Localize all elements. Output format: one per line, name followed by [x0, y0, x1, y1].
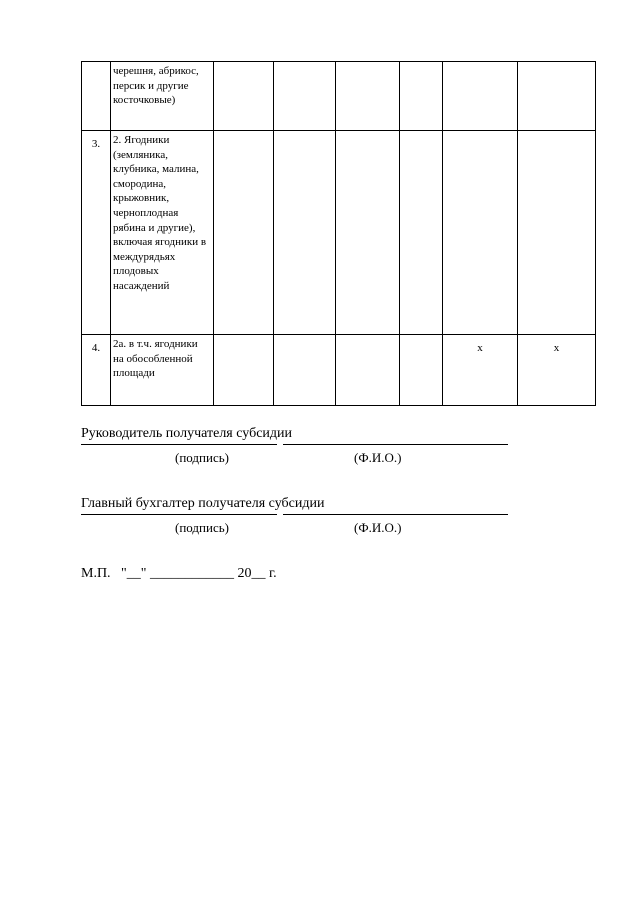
- name-caption: (Ф.И.О.): [354, 450, 402, 465]
- head-signature-title: Руководитель получателя субсидии: [81, 426, 293, 441]
- table-cell: [400, 335, 443, 406]
- row-name: черешня, абрикос, персик и другие косточковые): [111, 62, 214, 131]
- table-cell: [336, 62, 400, 131]
- signature-captions: [81, 520, 521, 536]
- table-cell: [336, 131, 400, 335]
- signature-caption: (подпись): [175, 450, 229, 465]
- table-cell: [400, 131, 443, 335]
- table-cell: [443, 62, 518, 131]
- data-table: [81, 61, 596, 406]
- row-name: 2. Ягодники (земляника, клубника, малина, смородина, крыжовник, черноплодная рябина и другие), включая ягодники в междурядьях плодовых насаждений: [111, 131, 214, 335]
- table-cell: [336, 335, 400, 406]
- signature-caption: (подпись): [175, 520, 229, 535]
- table-cell: [518, 62, 596, 131]
- table-cell: [214, 335, 274, 406]
- row-number: 4.: [82, 335, 111, 406]
- table-cell: [214, 62, 274, 131]
- table-row: [82, 335, 596, 406]
- table-cell: [274, 335, 336, 406]
- table-cell: x: [518, 335, 596, 406]
- name-line: [283, 514, 508, 515]
- table-cell: [400, 62, 443, 131]
- accountant-signature-block: [81, 496, 521, 536]
- name-line: [283, 444, 508, 445]
- table-cell: [274, 62, 336, 131]
- table-cell: [214, 131, 274, 335]
- signature-line: [81, 514, 277, 515]
- row-name: 2а. в т.ч. ягодники на обособленной площади: [111, 335, 214, 406]
- stamp-date-line: М.П. "__" ____________ 20__ г.: [81, 566, 277, 581]
- head-signature-block: [81, 426, 521, 466]
- name-caption: (Ф.И.О.): [354, 520, 402, 535]
- row-number: 3.: [82, 131, 111, 335]
- table-cell: [443, 131, 518, 335]
- row-number: [82, 62, 111, 131]
- table-row: [82, 62, 596, 131]
- table-row: [82, 131, 596, 335]
- table-cell: [518, 131, 596, 335]
- signature-captions: [81, 450, 521, 466]
- table-cell: x: [443, 335, 518, 406]
- accountant-signature-title: Главный бухгалтер получателя субсидии: [81, 496, 325, 511]
- table-cell: [274, 131, 336, 335]
- signature-line: [81, 444, 277, 445]
